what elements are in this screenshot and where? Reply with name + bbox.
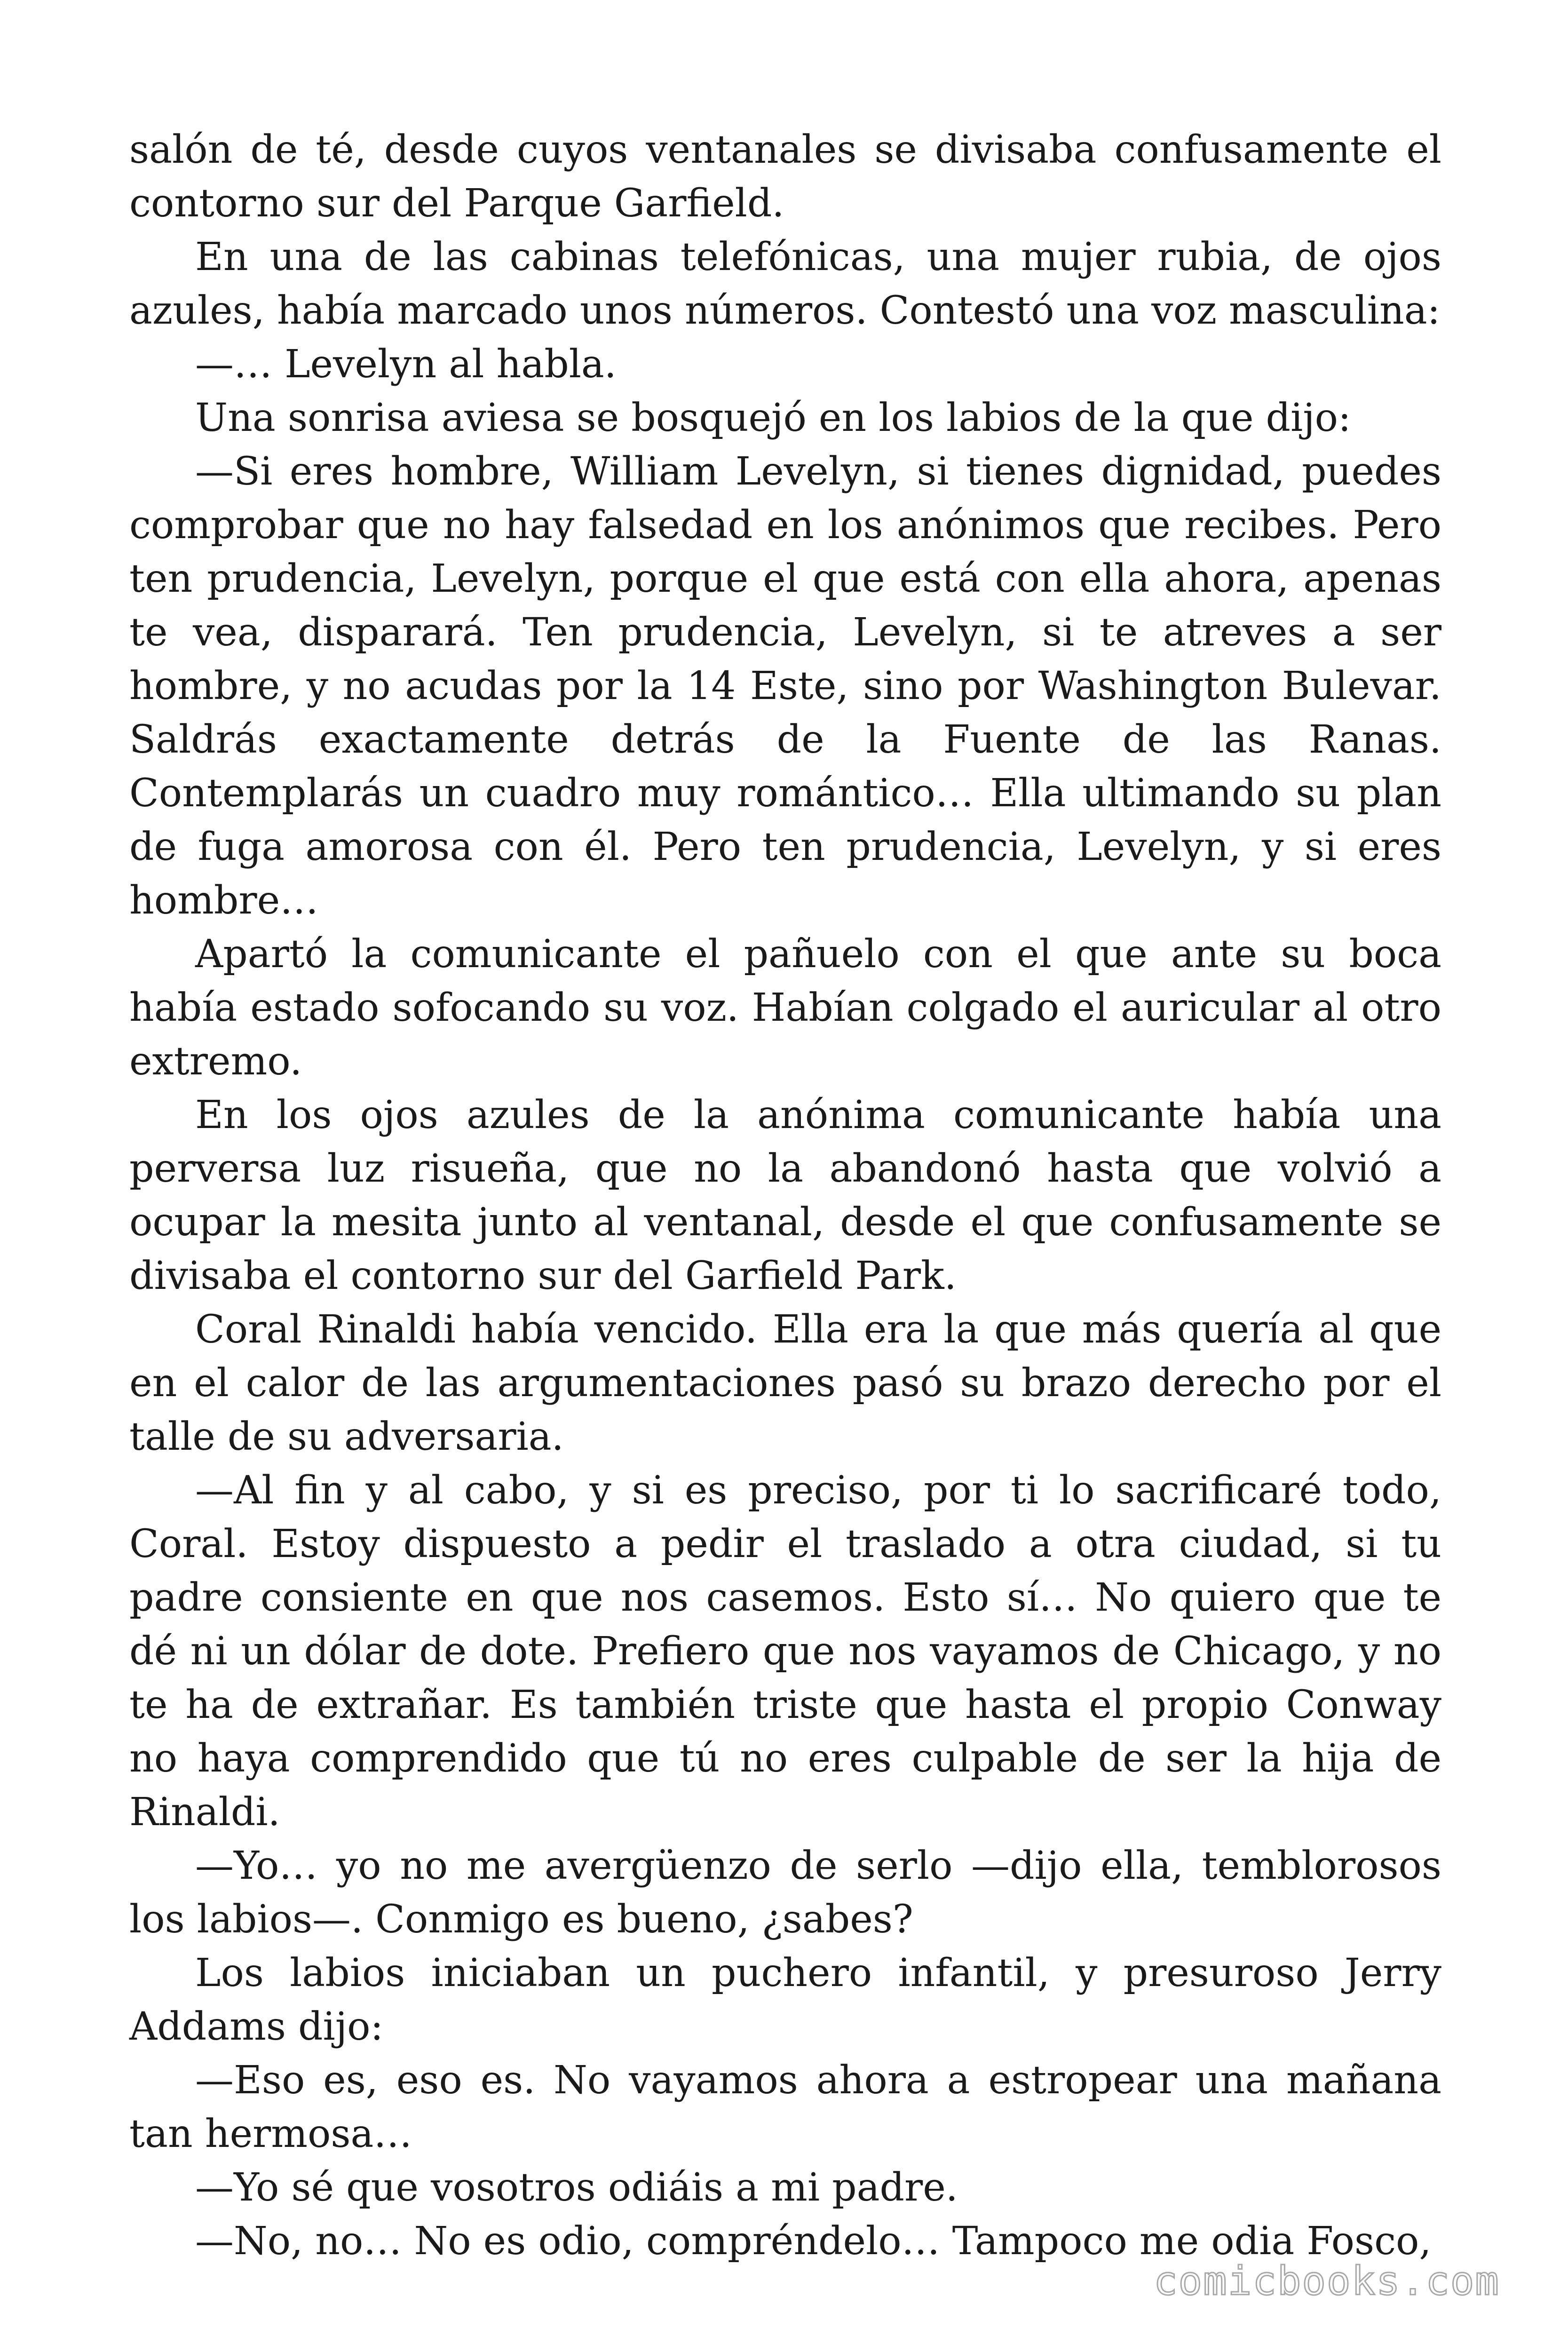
paragraph-9: —Al fin y al cabo, y si es preciso, por ti lo sacrificaré todo, Coral. Estoy dispuesto a pedir el traslado a otra ciudad, si tu padre consiente en que nos casemos. Esto sí… No quiero que te dé ni un dólar de dote. Prefiero que nos vayamos de Chicago, y no te ha de extrañar. Es también triste que hasta el propio Conway no haya comprendido que tú no eres culpable de ser la hija de Rinaldi. <box>129 1468 1441 1835</box>
paragraph-5: —Si eres hombre, William Levelyn, si tienes dignidad, puedes comprobar que no hay falsedad en los anónimos que recibes. Pero ten prudencia, Levelyn, porque el que está con ella ahora, apenas te vea, disparará. Ten prudencia, Levelyn, si te atreves a ser hombre, y no acudas por la 14 Este, sino por Washington Bulevar. Saldrás exactamente detrás de la Fuente de las Ranas. Contemplarás un cuadro muy romántico… Ella ultimando su plan de fuga amorosa con él. Pero ten prudencia, Levelyn, y si eres hombre… <box>129 449 1441 923</box>
paragraph-2: En una de las cabinas telefónicas, una mujer rubia, de ojos azules, había marcado unos números. Contestó una voz masculina: <box>129 235 1441 333</box>
paragraph-14: —No, no… No es odio, compréndelo… Tampoco me odia Fosco, <box>195 2219 1432 2264</box>
page-text <box>129 123 1441 2268</box>
paragraph-12: —Eso es, eso es. No vayamos ahora a estropear una mañana tan hermosa… <box>129 2058 1441 2156</box>
paragraph-3: —… Levelyn al habla. <box>195 342 617 387</box>
paragraph-1: salón de té, desde cuyos ventanales se divisaba confusamente el contorno sur del Parque Garfield. <box>129 127 1441 226</box>
paragraph-10: —Yo… yo no me avergüenzo de serlo —dijo ella, temblorosos los labios—. Conmigo es bueno, ¿sabes? <box>129 1843 1441 1942</box>
paragraph-6: Apartó la comunicante el pañuelo con el que ante su boca había estado sofocando su voz. Habían colgado el auricular al otro extremo. <box>129 932 1441 1084</box>
paragraph-13: —Yo sé que vosotros odiáis a mi padre. <box>195 2165 958 2210</box>
paragraph-7: En los ojos azules de la anónima comunicante había una perversa luz risueña, que no la abandonó hasta que volvió a ocupar la mesita junto al ventanal, desde el que confusamente se divisaba el contorno sur del Garfield Park. <box>129 1093 1441 1298</box>
paragraph-4: Una sonrisa aviesa se bosquejó en los labios de la que dijo: <box>195 396 1351 440</box>
paragraph-11: Los labios iniciaban un puchero infantil, y presuroso Jerry Addams dijo: <box>129 1951 1441 2049</box>
paragraph-8: Coral Rinaldi había vencido. Ella era la que más quería al que en el calor de las argumentaciones pasó su brazo derecho por el talle de su adversaria. <box>129 1307 1441 1459</box>
watermark: comicbooks.com <box>1153 2258 1500 2304</box>
